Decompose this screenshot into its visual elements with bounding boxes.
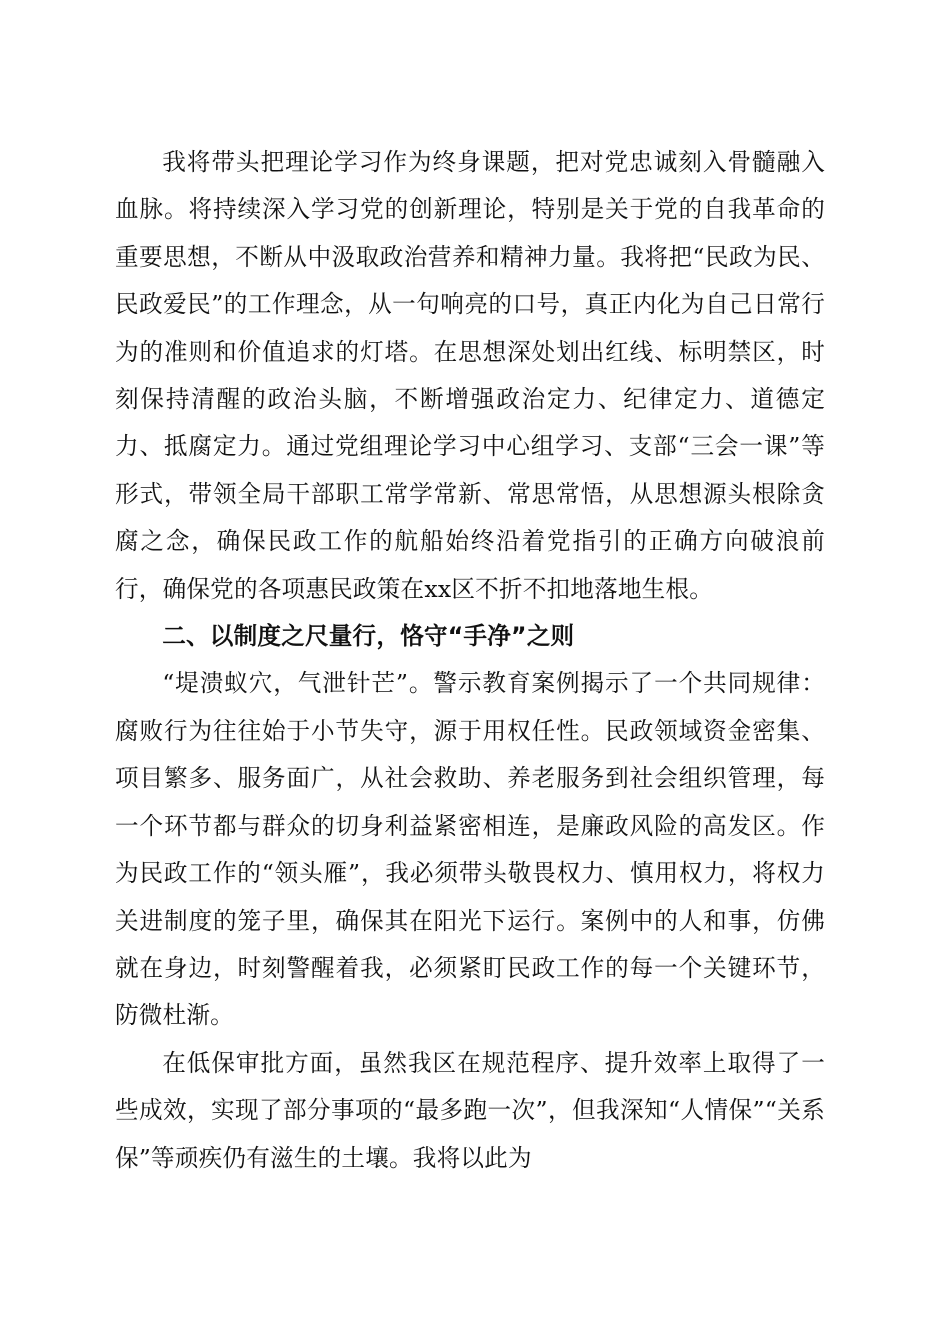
paragraph-warning-cases: “堤溃蚁穴，气泄针芒”。警示教育案例揭示了一个共同规律：腐败行为往往始于小节失守，源于用权任性。民政领域资金密集、项目繁多、服务面广，从社会救助、养老服务到社会组织管理，每一个环节都与群众的切身利益紧密相连，是廉政风险的高发区。作为民政工作的“领头雁”，我必须带头敬畏权力、慎用权力，将权力关进制度的笼子里，确保其在阳光下运行。案例中的人和事，仿佛就在身边，时刻警醒着我，必须紧盯民政工作的每一个关键环节，防微杜渐。	[115, 669, 825, 1030]
paragraph-dibao-approval: 在低保审批方面，虽然我区在规范程序、提升效率上取得了一些成效，实现了部分事项的“最多跑一次”，但我深知“人情保”“关系保”等顽疾仍有滋生的土壤。我将以此为	[115, 1048, 825, 1172]
document-body	[115, 139, 825, 1182]
paragraph-theory-study: 我将带头把理论学习作为终身课题，把对党忠诚刻入骨髓融入血脉。将持续深入学习党的创新理论，特别是关于党的自我革命的重要思想，不断从中汲取政治营养和精神力量。我将把“民政为民、民政爱民”的工作理念，从一句响亮的口号，真正内化为自己日常行为的准则和价值追求的灯塔。在思想深处划出红线、标明禁区，时刻保持清醒的政治头脑，不断增强政治定力、纪律定力、道德定力、抵腐定力。通过党组理论学习中心组学习、支部“三会一课”等形式，带领全局干部职工常学常新、常思常悟，从思想源头根除贪腐之念，确保民政工作的航船始终沿着党指引的正确方向破浪前行，确保党的各项惠民政策在xx区不折不扣地落地生根。	[115, 148, 825, 603]
section-heading-two: 二、以制度之尺量行，恪守“手净”之则	[162, 622, 575, 651]
